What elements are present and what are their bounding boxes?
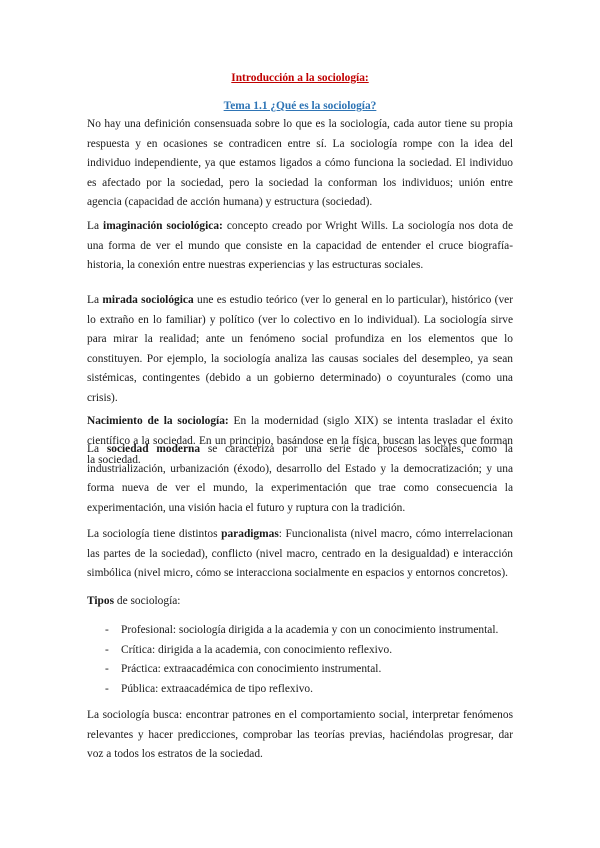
term-imaginacion: imaginación sociológica: — [103, 220, 223, 232]
list-marker: - — [105, 663, 109, 675]
paragraph-tipos — [87, 592, 513, 612]
term-sociedad-moderna: sociedad moderna — [106, 443, 201, 455]
list-marker: - — [105, 643, 109, 656]
paragraph-text: La — [87, 220, 104, 232]
paragraph-text: une es estudio teórico (ver lo general en lo particular), histórico (ver lo extraño en lo familiar) y político (ver lo colectivo en lo individual). La sociología sirve para mirar la realidad; ante un fenómeno social profundiza en los elementos que lo constituyen. Por ejemplo, la sociología analiza las causas sociales del desempleo, ya sean sistémicas, contingentes (debido a un gobierno determinado) o coyunturales (como una crisis). — [87, 294, 513, 404]
paragraph-text: se caracteriza por una serie de procesos sociales, como la industrialización, urbanización (éxodo), desarrollo del Estado y la democratización; y una forma nueva de ver el mundo, la experimentación que trae como consecuencia la experimentación, una visión hacia el futuro y ruptura con la tradición. — [87, 443, 513, 514]
paragraph-text: En la modernidad (siglo XIX) se intenta trasladar el éxito científico a la sociedad. En un principio, basándose en la física, buscan las leyes que forman la sociedad. — [87, 415, 513, 466]
paragraph-text: concepto creado por Wright Wills. La sociología nos dota de una forma de ver el mundo que consiste en la capacidad de entender el cruce biografía-historia, la conexión entre nuestras experiencias y las estructuras sociales. — [87, 220, 514, 271]
paragraph-text: La — [87, 294, 103, 306]
list-item-text: Profesional: sociología dirigida a la academia y con un conocimiento instrumental. — [121, 624, 499, 636]
paragraph-mirada — [87, 291, 513, 408]
list-item — [87, 680, 513, 700]
list-marker: - — [105, 682, 109, 695]
term-nacimiento: Nacimiento de la sociología: — [87, 415, 229, 427]
section-heading: Tema 1.1 ¿Qué es la sociología? — [223, 100, 377, 112]
paragraph-text: La sociología tiene distintos — [87, 528, 222, 540]
paragraph-paradigmas — [87, 525, 513, 584]
paragraph-text: : Funcionalista (nivel macro, cómo interrelacionan las partes de la sociedad), conflicto (nivel macro, centrado en la desigualdad) e interacción simbólica (nivel micro, cómo se interacciona socialmente en espacios y entornos concretos). — [87, 528, 513, 579]
term-tipos: Tipos — [87, 595, 115, 607]
list-item — [87, 641, 513, 661]
paragraph-text: de sociología: — [114, 595, 181, 607]
list-item — [87, 621, 513, 641]
paragraph-imaginacion — [87, 217, 513, 276]
list-item-text: Práctica: extraacadémica con conocimiento instrumental. — [121, 663, 382, 675]
term-mirada: mirada sociológica — [102, 294, 194, 306]
list-item — [87, 660, 513, 680]
paragraph-text: La — [87, 443, 107, 455]
paragraph-intro: No hay una definición consensuada sobre lo que es la sociología, cada autor tiene su propia respuesta y en ocasiones se contradicen entre sí. La sociología rompe con la idea del individuo independiente, ya que estamos ligados a cómo funciona la sociedad. El individuo es afectado por la sociedad, pero la sociedad la conforman los individuos; unión entre agencia (capacidad de acción humana) y estructura (sociedad). — [87, 118, 513, 208]
list-marker: - — [105, 624, 109, 636]
term-paradigmas: paradigmas — [221, 528, 279, 540]
document-title: Introducción a la sociología: — [231, 72, 369, 84]
paragraph-sociedad-moderna — [87, 440, 513, 518]
paragraph-busca: La sociología busca: encontrar patrones en el comportamiento social, interpretar fenómenos relevantes y hacer predicciones, comprobar las teorías previas, haciéndolas progresar, dar voz a todos los estratos de la sociedad. — [87, 709, 513, 760]
list-item-text: Crítica: dirigida a la academia, con conocimiento reflexivo. — [121, 643, 393, 656]
list-item-text: Pública: extraacadémica de tipo reflexivo. — [121, 682, 313, 695]
tipos-list — [87, 621, 513, 699]
